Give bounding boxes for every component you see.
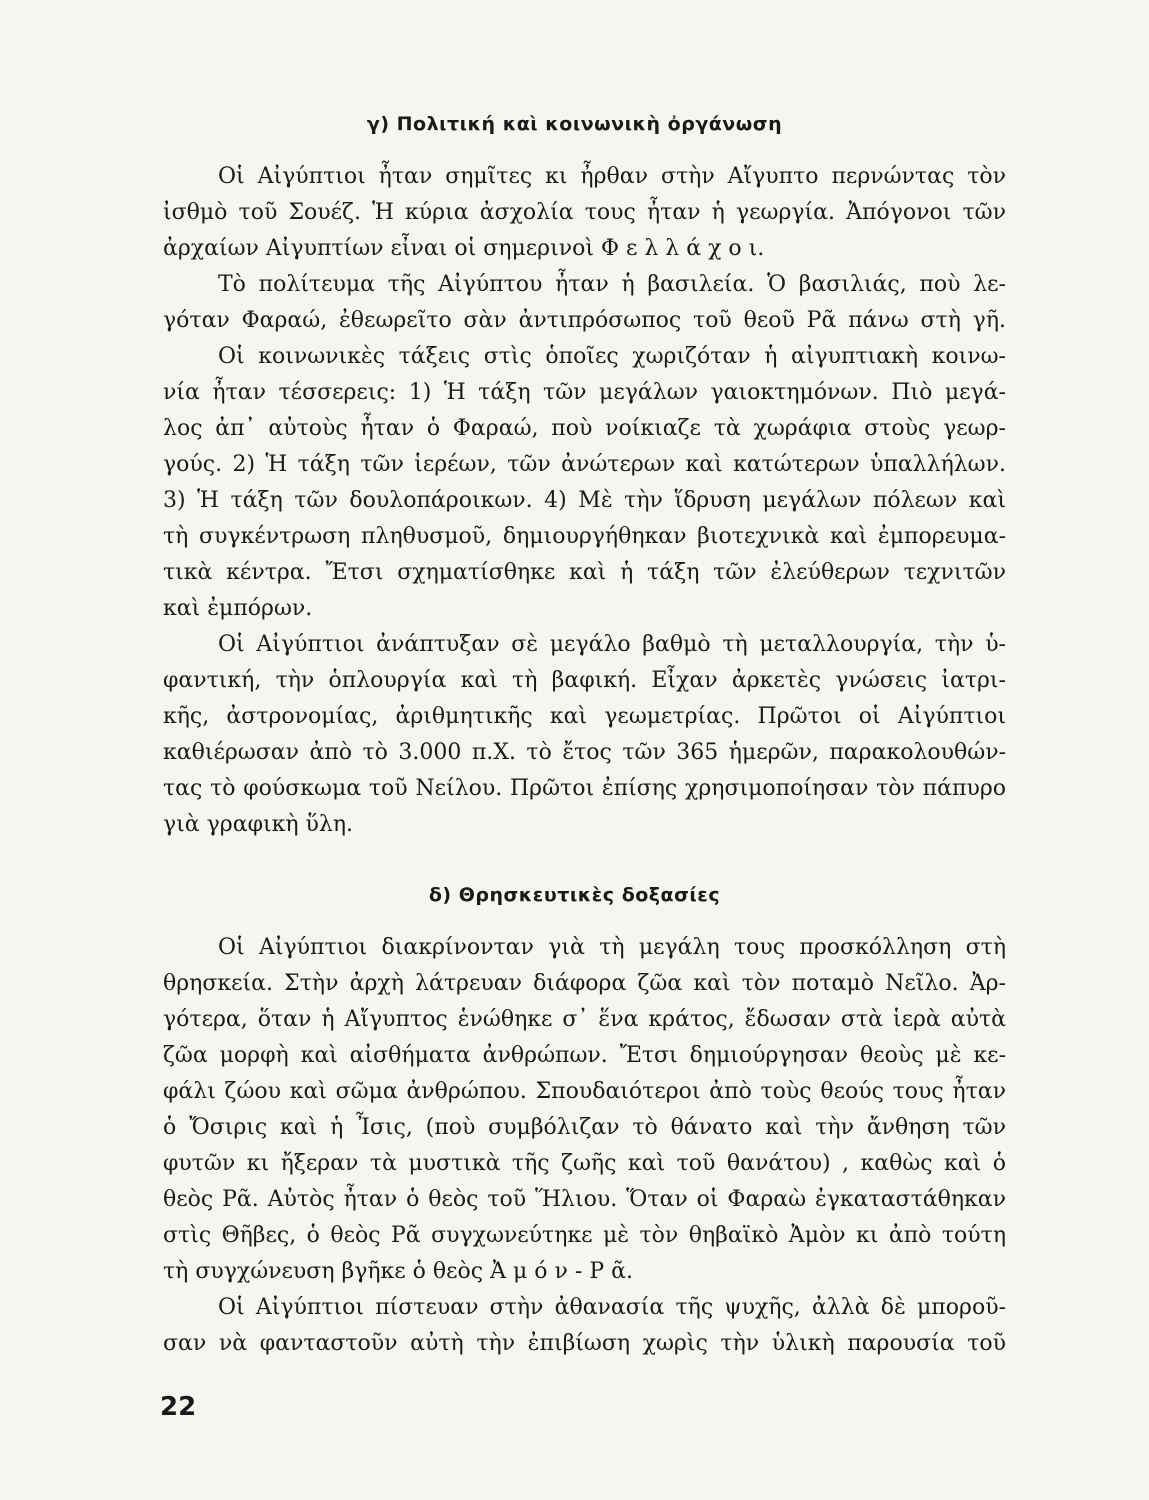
text-line: Τὸ πολίτευμα τῆς Αἰγύπτου ἦταν ἡ βασιλεία. Ὁ βασιλιάς, ποὺ λε- [218, 272, 1006, 297]
section-d-title: δ) Θρησκευτικὲς δοξασίες [428, 884, 721, 906]
text-line: γόταν Φαραώ, ἐθεωρεῖτο σὰν ἀντιπρόσωπος τοῦ θεοῦ Ρᾶ πάνω στὴ γῆ. [163, 308, 1006, 333]
text-line: Οἱ Αἰγύπτιοι ἦταν σημῖτες κι ἦρθαν στὴν Αἴγυπτο περνώντας τὸν [218, 164, 1006, 189]
text-line: τὴ συγκέντρωση πληθυσμοῦ, δημιουργήθηκαν βιοτεχνικὰ καὶ ἐμπορευμα- [163, 524, 1006, 549]
text-line: ζῶα μορφὴ καὶ αἰσθήματα ἀνθρώπων. Ἔτσι δημιούργησαν θεοὺς μὲ κε- [163, 1043, 1006, 1068]
text-line: γιὰ γραφικὴ ὕλη. [163, 812, 354, 837]
text-line: ὁ Ὄσιρις καὶ ἡ Ἶσις, (ποὺ συμβόλιζαν τὸ θάνατο καὶ τὴν ἄνθηση τῶν [163, 1115, 1006, 1140]
text-line: φάλι ζώου καὶ σῶμα ἀνθρώπου. Σπουδαιότεροι ἀπὸ τοὺς θεούς τους ἦταν [163, 1079, 1006, 1104]
text-line: καὶ ἐμπόρων. [163, 596, 313, 621]
text-line: τὴ συγχώνευση βγῆκε ὁ θεὸς Ἀ μ ό ν - Ρ ᾶ. [163, 1259, 633, 1284]
text-line: κῆς, ἀστρονομίας, ἀριθμητικῆς καὶ γεωμετρίας. Πρῶτοι οἱ Αἰγύπτιοι [163, 704, 1006, 729]
text-line: θρησκεία. Στὴν ἀρχὴ λάτρευαν διάφορα ζῶα καὶ τὸν ποταμὸ Νεῖλο. Ἀρ- [163, 971, 1006, 996]
text-line: Οἱ Αἰγύπτιοι ἀνάπτυξαν σὲ μεγάλο βαθμὸ τὴ μεταλλουργία, τὴν ὑ- [218, 632, 1006, 657]
text-line: Οἱ Αἰγύπτιοι διακρίνονταν γιὰ τὴ μεγάλη τους προσκόλληση στὴ [218, 935, 1006, 960]
section-c-title: γ) Πολιτική καὶ κοινωνικὴ ὀργάνωση [366, 113, 783, 135]
text-line: θεὸς Ρᾶ. Αὐτὸς ἦταν ὁ θεὸς τοῦ Ἥλιου. Ὅταν οἱ Φαραὼ ἐγκαταστάθηκαν [163, 1187, 1006, 1212]
text-line: φαντική, τὴν ὁπλουργία καὶ τὴ βαφική. Εἶχαν ἀρκετὲς γνώσεις ἰατρι- [163, 668, 1006, 693]
text-line: ἰσθμὸ τοῦ Σουέζ. Ἡ κύρια ἀσχολία τους ἦταν ἡ γεωργία. Ἀπόγονοι τῶν [163, 200, 1006, 225]
text-line: Οἱ Αἰγύπτιοι πίστευαν στὴν ἀθανασία τῆς ψυχῆς, ἀλλὰ δὲ μποροῦ- [218, 1295, 1006, 1320]
text-line: σαν νὰ φανταστοῦν αὐτὴ τὴν ἐπιβίωση χωρὶς τὴν ὑλικὴ παρουσία τοῦ [163, 1331, 1006, 1356]
text-line: Οἱ κοινωνικὲς τάξεις στὶς ὁποῖες χωριζόταν ἡ αἰγυπτιακὴ κοινω- [218, 344, 1006, 369]
text-line: γότερα, ὅταν ἡ Αἴγυπτος ἑνώθηκε σ᾽ ἕνα κράτος, ἔδωσαν στὰ ἱερὰ αὐτὰ [163, 1007, 1006, 1032]
text-line: τικὰ κέντρα. Ἔτσι σχηματίσθηκε καὶ ἡ τάξη τῶν ἐλεύθερων τεχνιτῶν [163, 560, 1006, 585]
text-line: καθιέρωσαν ἀπὸ τὸ 3.000 π.Χ. τὸ ἔτος τῶν 365 ἡμερῶν, παρακολουθών- [163, 740, 1006, 765]
text-line: γούς. 2) Ἡ τάξη τῶν ἱερέων, τῶν ἀνώτερων καὶ κατώτερων ὑπαλλήλων. [163, 452, 1006, 477]
text-line: ἀρχαίων Αἰγυπτίων εἶναι οἱ σημερινοὶ Φ ε λ λ ά χ ο ι. [163, 236, 765, 261]
text-line: λος ἀπ᾽ αὐτοὺς ἦταν ὁ Φαραώ, ποὺ νοίκιαζε τὰ χωράφια στοὺς γεωρ- [163, 416, 1006, 441]
text-line: στὶς Θῆβες, ὁ θεὸς Ρᾶ συγχωνεύτηκε μὲ τὸν θηβαϊκὸ Ἀμὸν κι ἀπὸ τούτη [163, 1223, 1006, 1248]
text-line: τας τὸ φούσκωμα τοῦ Νείλου. Πρῶτοι ἐπίσης χρησιμοποίησαν τὸν πάπυρο [163, 776, 1006, 801]
text-line: νία ἦταν τέσσερεις: 1) Ἡ τάξη τῶν μεγάλων γαιοκτημόνων. Πιὸ μεγά- [163, 380, 1006, 405]
text-line: 3) Ἡ τάξη τῶν δουλοπάροικων. 4) Μὲ τὴν ἵδρυση μεγάλων πόλεων καὶ [163, 488, 1006, 513]
page-number: 22 [160, 1392, 197, 1422]
text-line: φυτῶν κι ἤξεραν τὰ μυστικὰ τῆς ζωῆς καὶ τοῦ θανάτου) , καθὼς καὶ ὁ [163, 1151, 1006, 1176]
